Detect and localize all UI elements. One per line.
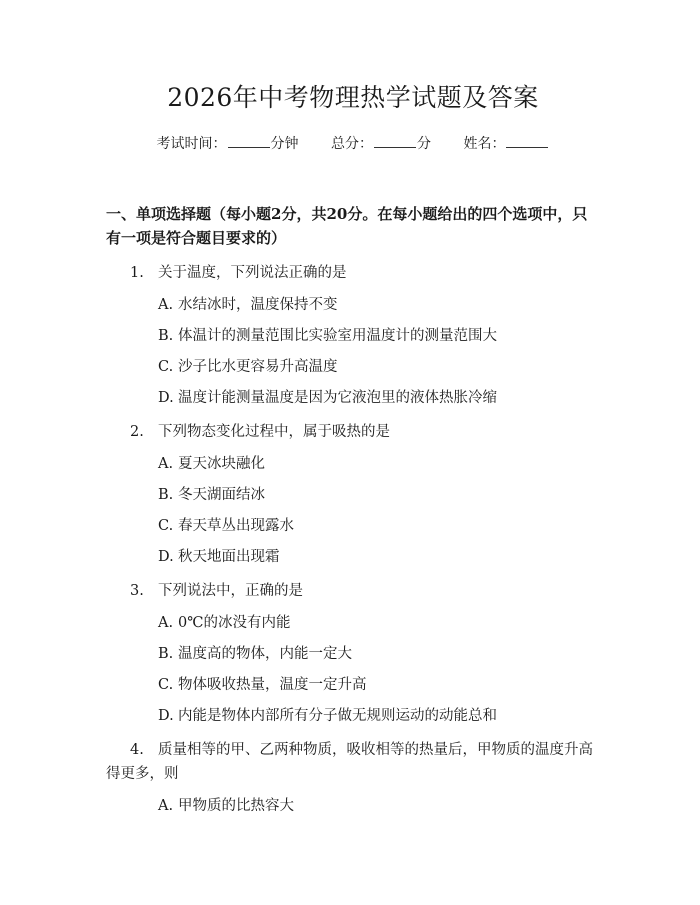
question-number: 2.: [130, 424, 144, 440]
option-text: 物体吸收热量，温度一定升高: [178, 677, 367, 693]
total-score-field: [331, 134, 431, 154]
option-text: 水结冰时，温度保持不变: [178, 297, 338, 313]
option-letter: A.: [158, 798, 174, 814]
option-text: 体温计的测量范围比实验室用温度计的测量范围大: [178, 328, 497, 344]
question-stem: [106, 576, 600, 603]
question-stem: [106, 735, 600, 786]
question-number: 1.: [130, 265, 144, 281]
option-letter: B.: [158, 328, 174, 344]
question-number: 4.: [130, 742, 144, 758]
exam-info-line: [106, 134, 600, 154]
section-heading: 一、单项选择题（每小题2分，共20分。在每小题给出的四个选项中，只有一项是符合题目要求的）: [106, 205, 588, 247]
option-letter: A.: [158, 456, 174, 472]
name-field: [463, 134, 549, 154]
option-letter: D.: [158, 549, 174, 565]
question-list: [106, 258, 600, 817]
answer-option[interactable]: [106, 795, 600, 817]
option-letter: D.: [158, 708, 174, 724]
answer-option[interactable]: [106, 643, 600, 665]
answer-option[interactable]: [106, 356, 600, 378]
question-2: [106, 417, 600, 568]
answer-option[interactable]: [106, 484, 600, 506]
question-stem: [106, 258, 600, 285]
answer-option[interactable]: [106, 612, 600, 634]
option-text: 内能是物体内部所有分子做无规则运动的动能总和: [178, 708, 497, 724]
option-text: 春天草丛出现露水: [178, 518, 294, 534]
total-score-unit: 分: [417, 136, 431, 152]
option-letter: B.: [158, 487, 174, 503]
name-blank[interactable]: [506, 134, 548, 148]
answer-option[interactable]: [106, 453, 600, 475]
question-number: 3.: [130, 583, 144, 599]
exam-time-label: 考试时间：: [156, 136, 227, 152]
exam-time-field: [157, 134, 299, 154]
option-text: 温度计能测量温度是因为它液泡里的液体热胀冷缩: [178, 390, 497, 406]
question-1: [106, 258, 600, 409]
option-text: 冬天湖面结冰: [178, 487, 265, 503]
option-text: 0℃的冰没有内能: [178, 615, 291, 631]
answer-option[interactable]: [106, 325, 600, 347]
answer-option[interactable]: [106, 705, 600, 727]
question-4: [106, 735, 600, 817]
option-letter: C.: [158, 518, 174, 534]
question-3: [106, 576, 600, 727]
answer-option[interactable]: [106, 387, 600, 409]
exam-time-blank[interactable]: [228, 134, 270, 148]
answer-option[interactable]: [106, 546, 600, 568]
option-letter: C.: [158, 677, 174, 693]
option-letter: A.: [158, 615, 174, 631]
option-text: 温度高的物体，内能一定大: [178, 646, 352, 662]
option-letter: B.: [158, 646, 174, 662]
question-stem: [106, 417, 600, 444]
name-label: 姓名：: [463, 136, 506, 152]
option-text: 甲物质的比热容大: [178, 798, 294, 814]
question-text: 下列物态变化过程中，属于吸热的是: [158, 424, 390, 440]
option-text: 沙子比水更容易升高温度: [178, 359, 338, 375]
option-letter: A.: [158, 297, 174, 313]
option-letter: C.: [158, 359, 174, 375]
option-letter: D.: [158, 390, 174, 406]
page-title: 2026年中考物理热学试题及答案: [167, 83, 539, 112]
answer-option[interactable]: [106, 294, 600, 316]
total-score-label: 总分：: [331, 136, 373, 152]
question-text: 质量相等的甲、乙两种物质，吸收相等的热量后，甲物质的温度升高得更多，则: [106, 742, 593, 782]
question-text: 下列说法中，正确的是: [158, 583, 303, 599]
answer-option[interactable]: [106, 674, 600, 696]
total-score-blank[interactable]: [374, 134, 416, 148]
option-text: 夏天冰块融化: [178, 456, 265, 472]
exam-time-unit: 分钟: [270, 136, 299, 152]
answer-option[interactable]: [106, 515, 600, 537]
option-text: 秋天地面出现霜: [178, 549, 280, 565]
question-text: 关于温度，下列说法正确的是: [158, 265, 347, 281]
